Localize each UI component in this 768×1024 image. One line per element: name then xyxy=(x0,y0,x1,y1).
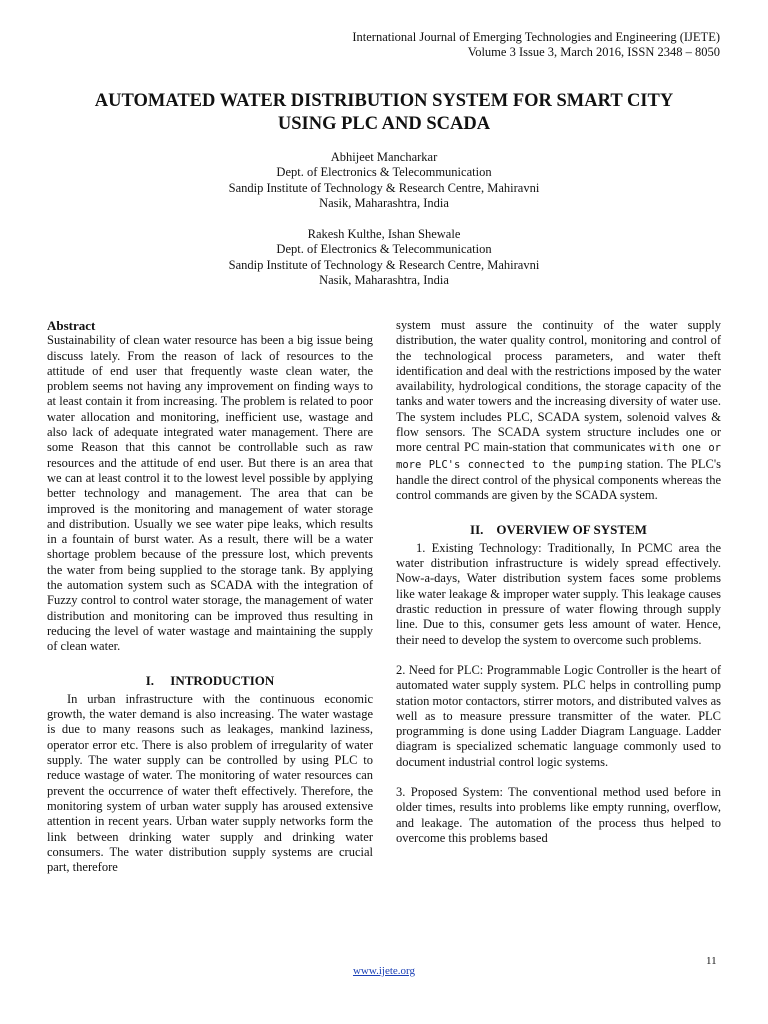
website-link[interactable]: www.ijete.org xyxy=(352,965,415,977)
abstract-text: Sustainability of clean water resource has been a big issue being discuss lately. From the reason of lack of resources to the attitude of end user that frequently waste clean water, the problem seems not having any improvement on finding ways to at least contain it from increasing. The problem is related to poor water allocation and monitoring, inefficient use, wastage and also lack of adequate integrated water management. There are some Reason that this cannot be controllable such as raw resources and the attitude of end user. But there is an area that we can at least control it to the lowest level possible by applying better technology and management. The area that can be improved is the monitoring and management of water storage and distribution. Usually we see water pipe leaks, which results in a fountain of burst water. As a result, there will be a water shortage problem because of the pressure lost, which prevents the water from being supplied to the storage tank. By applying the automation system such as SCADA with the integration of Fuzzy control to control water storage, the management of water distribution and monitoring can be improved thus resulting in reducing the level of water wastage and maintaining the supply of clean water. xyxy=(47,333,373,654)
abstract-heading: Abstract xyxy=(47,318,96,333)
page-number: 11 xyxy=(706,955,717,967)
proposed-system-text: 3. Proposed System: The conventional method used before in older times, results into problems like empty running, overflow, and leakage. The automation of the process thus helped to overcome this problems based xyxy=(396,785,721,845)
journal-header xyxy=(352,30,720,60)
continuation-text-mono: with one or more PLC's connected to the pumping xyxy=(396,442,722,471)
continuation-text-a: system must assure the continuity of the water supply distribution, the water quality control, monitoring and control of the technological process parameters, and water theft identification and deal with the restrictions imposed by the water availability, hydrological conditions, the storage capacity of the tanks and water towers and the increasing diversity of water use. The system includes PLC, SCADA system, solenoid valves & flow sensors. The SCADA system structure includes one or more central PC main-station that communicates xyxy=(396,318,721,455)
author-name: Abhijeet Mancharkar xyxy=(330,150,438,164)
paper-title xyxy=(40,90,728,136)
paper-title-line-1: AUTOMATED WATER DISTRIBUTION SYSTEM FOR SMART CITY xyxy=(94,91,674,111)
continuation-paragraph xyxy=(396,318,721,504)
author-name: Rakesh Kulthe, Ishan Shewale xyxy=(307,227,461,241)
overview-heading: II. OVERVIEW OF SYSTEM xyxy=(470,521,647,537)
author-location: Nasik, Maharashtra, India xyxy=(319,272,449,287)
author-department: Dept. of Electronics & Telecommunication xyxy=(276,165,492,180)
introduction-text: In urban infrastructure with the continuous economic growth, the water demand is also increasing. The water wastage is due to many reasons such as leakages, mankind laziness, operator error etc. There is also problem of irregularity of water supply. The water supply can be controlled by using PLC to reduce wastage of water. The monitoring of water resources can prevent the occurrence of water theft effectively. Therefore, the monitoring system of urban water supply has aroused extensive attention in recent years. Urban water supply networks form the link between drinking water supply and drinking water consumers. The water distribution supply systems are crucial part, therefore xyxy=(47,691,373,875)
journal-name: International Journal of Emerging Technologies and Engineering (IJETE) xyxy=(352,30,720,44)
existing-technology-text: 1. Existing Technology: Traditionally, In PCMC area the water distribution infrastructure is widely spread effectively. Now-a-days, Water distribution system faces some problems like water leakage & improper water supply. This leakage causes drastic reduction in pressure of water flowing through supply line. Due to this, consumer gets less amount of water. Hence, their need to develop the system to overcome such problems. xyxy=(396,540,721,647)
right-column xyxy=(396,318,721,846)
author-institute: Sandip Institute of Technology & Research Centre, Mahiravni xyxy=(228,257,540,272)
author-department: Dept. of Electronics & Telecommunication xyxy=(276,242,492,257)
introduction-heading: I. INTRODUCTION xyxy=(145,672,275,688)
journal-volume: Volume 3 Issue 3, March 2016, ISSN 2348 – 8050 xyxy=(467,45,720,59)
need-for-plc-text: 2. Need for PLC: Programmable Logic Controller is the heart of automated water supply system. PLC helps in controlling pump station motor contactors, stirrer motors, and distributed valves as well as to measure pressure transmitter of the water. PLC programming is done using Ladder Diagram Language. Ladder diagram is specialized schematic language commonly used to document industrial control logic systems. xyxy=(396,662,721,769)
author-institute: Sandip Institute of Technology & Research Centre, Mahiravni xyxy=(228,180,540,195)
author-block-2 xyxy=(60,227,708,288)
continuation-text-b: station. The PLC's handle the direct control of the physical components whereas the control commands are given by the SCADA system. xyxy=(396,456,721,503)
author-block-1 xyxy=(60,150,708,211)
paper-title-line-2: USING PLC AND SCADA xyxy=(277,114,491,134)
author-location: Nasik, Maharashtra, India xyxy=(319,195,449,210)
left-column xyxy=(47,318,373,875)
